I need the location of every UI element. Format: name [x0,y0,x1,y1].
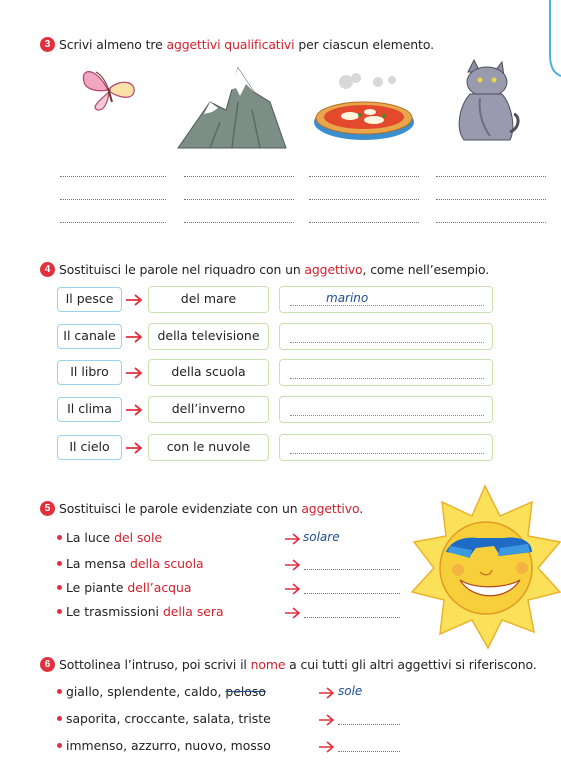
phrase-box: del mare [148,286,269,313]
arrow-icon [125,442,145,454]
noun-box: Il cielo [57,435,122,460]
butterfly-illustration [78,62,140,112]
answer-line [290,378,484,379]
exercise-6-instruction: Sottolinea l’intruso, poi scrivi il nome a cui tutti gli altri aggettivi si riferiscono. [59,657,537,672]
answer-text: marino [326,291,369,305]
arrow-icon [284,559,302,571]
exercise-3-number: 3 [40,37,55,52]
answer-line [290,415,484,416]
list-item: La luce del sole [57,530,162,545]
answer-line [290,342,484,343]
noun-box: Il canale [57,324,122,349]
answer-box[interactable] [279,396,493,423]
answer-line[interactable] [309,222,419,223]
answer-box[interactable] [279,434,493,461]
exercise-6-number: 6 [40,657,55,672]
answer-line[interactable] [304,593,400,594]
exercise-4-number: 4 [40,262,55,277]
exercise-5-number: 5 [40,501,55,516]
answer-line[interactable] [309,199,419,200]
list-item: Le piante dell’acqua [57,580,191,595]
answer-line[interactable] [184,176,294,177]
arrow-icon [284,583,302,595]
arrow-icon [125,404,145,416]
answer-line[interactable] [184,199,294,200]
answer-line[interactable] [60,176,166,177]
struck-word: peloso [225,684,266,699]
answer-line [290,453,484,454]
answer-line[interactable] [60,222,166,223]
arrow-icon [318,741,336,753]
answer-line[interactable] [436,199,546,200]
pizza-illustration [312,72,416,144]
list-item: giallo, splendente, caldo, peloso [57,684,266,699]
page-edge-curve [540,0,561,80]
exercise-3-instruction: Scrivi almeno tre aggettivi qualificativi per ciascun elemento. [59,37,434,52]
answer-line[interactable] [304,569,400,570]
answer-line[interactable] [309,176,419,177]
phrase-box: della scuola [148,359,269,386]
cat-illustration [450,58,522,144]
answer-box[interactable] [279,359,493,386]
list-item: Le trasmissioni della sera [57,604,224,619]
list-item: saporita, croccante, salata, triste [57,711,271,726]
answer-line[interactable] [338,724,400,725]
arrow-icon [284,533,302,545]
answer-line[interactable] [436,222,546,223]
noun-box: Il libro [57,360,122,385]
answer-box[interactable] [279,323,493,350]
phrase-box: dell’inverno [148,396,269,423]
arrow-icon [284,607,302,619]
exercise-4-instruction: Sostituisci le parole nel riquadro con un aggettivo, come nell’esempio. [59,262,490,277]
phrase-box: della televisione [148,323,269,350]
arrow-icon [125,294,145,306]
list-item: immenso, azzurro, nuovo, mosso [57,738,271,753]
noun-box: Il clima [57,397,122,422]
noun-box: Il pesce [57,287,122,312]
sun-illustration [410,480,561,650]
arrow-icon [125,331,145,343]
arrow-icon [318,714,336,726]
list-item: La mensa della scuola [57,556,204,571]
answer-text: solare [303,530,340,544]
answer-line[interactable] [304,617,400,618]
phrase-box: con le nuvole [148,434,269,461]
mountain-illustration [176,62,288,150]
answer-line[interactable] [338,751,400,752]
arrow-icon [125,367,145,379]
arrow-icon [318,687,336,699]
answer-line [290,305,484,306]
answer-box[interactable] [279,286,493,313]
exercise-5-instruction: Sostituisci le parole evidenziate con un aggettivo. [59,501,364,516]
answer-text: sole [338,684,363,698]
answer-line[interactable] [60,199,166,200]
answer-line[interactable] [184,222,294,223]
answer-line[interactable] [436,176,546,177]
